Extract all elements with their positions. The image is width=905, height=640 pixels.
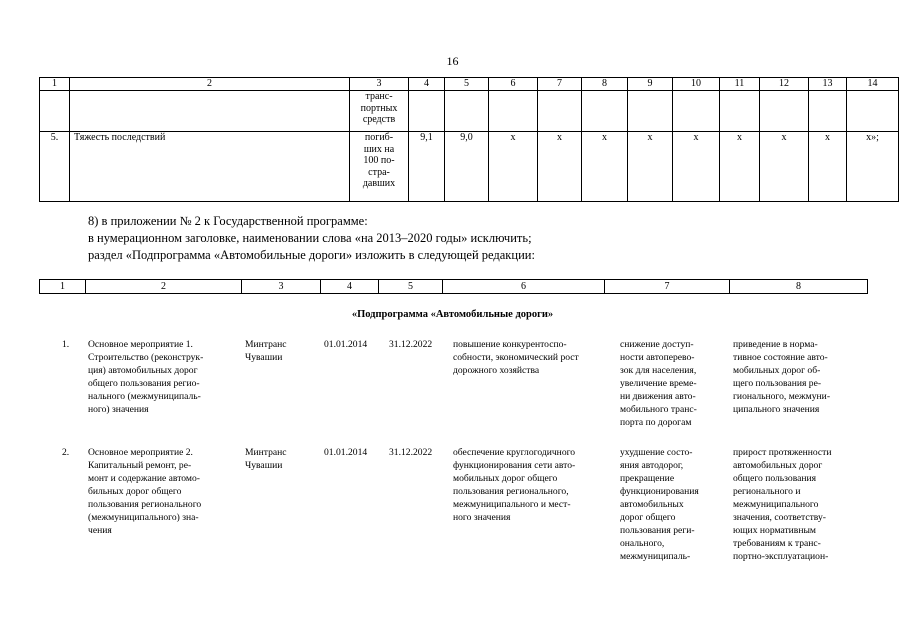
column-number: 5: [445, 78, 489, 91]
consequences: ухудшение состо- яния автодорог, прекращение функционирования автомобильных дорог общего пользования реги- онального, межмуниципаль-: [620, 447, 699, 562]
paragraph: раздел «Подпрограмма «Автомобильные дороги» изложить в следующей редакции:: [88, 248, 535, 262]
column-number: 12: [760, 78, 809, 91]
measure-name: Основное мероприятие 2. Капитальный ремонт, ре- монт и содержание автомо- бильных дорог общего пользования регионального (межмуниципального) зна- чения: [88, 447, 202, 536]
column-number: 4: [321, 280, 379, 294]
column-number: 1: [40, 78, 70, 91]
table-header-row: [40, 280, 868, 294]
start-date: 01.01.2014: [324, 339, 368, 350]
column-number: 6: [443, 280, 605, 294]
column-number: 5: [379, 280, 443, 294]
paragraph: 8) в приложении № 2 к Государственной программе:: [88, 214, 368, 228]
expected-result: обеспечение круглогодичного функционирования сети авто- мобильных дорог общего пользования регионального, межмуниципального и мест- ного значения: [453, 447, 576, 523]
table-row: [40, 132, 899, 202]
column-number: 3: [242, 280, 321, 294]
row-number: 2.: [62, 447, 70, 458]
page-number: 16: [446, 54, 459, 68]
value-cell: x: [489, 132, 538, 202]
column-number: 2: [86, 280, 242, 294]
expected-result: повышение конкурентоспо- собности, экономический рост дорожного хозяйства: [453, 339, 579, 376]
measure-row: [0, 338, 905, 438]
value-cell: x: [720, 132, 760, 202]
row-number: 5.: [40, 132, 70, 202]
unit-cell: погиб- ших на 100 по- стра- давших: [350, 132, 409, 202]
column-number: 8: [582, 78, 628, 91]
measure-row: [0, 446, 905, 571]
end-date: 31.12.2022: [389, 447, 433, 458]
column-number: 10: [673, 78, 720, 91]
column-number: 7: [605, 280, 730, 294]
value-cell: x»;: [847, 132, 899, 202]
end-date: 31.12.2022: [389, 339, 433, 350]
consequences: снижение доступ- ности автоперево- зок для населения, увеличение време- ни движения авто- мобильного транс- порта по дорогам: [620, 339, 697, 428]
row-number: 1.: [62, 339, 70, 350]
value-cell: 9,0: [445, 132, 489, 202]
unit-cell: транс- портных средств: [350, 91, 409, 132]
measures-table-header: [39, 279, 868, 294]
value-cell: x: [538, 132, 582, 202]
column-number: 14: [847, 78, 899, 91]
value-cell: 9,1: [409, 132, 445, 202]
column-number: 8: [730, 280, 868, 294]
measure-name: Основное мероприятие 1. Строительство (реконструк- ция) автомобильных дорог общего пользования регио- нального (межмуниципаль- ного) значения: [88, 339, 204, 415]
table-header-row: [40, 78, 899, 91]
subprogram-title: «Подпрограмма «Автомобильные дороги»: [351, 309, 554, 320]
column-number: 9: [628, 78, 673, 91]
column-number: 3: [350, 78, 409, 91]
column-number: 4: [409, 78, 445, 91]
value-cell: x: [582, 132, 628, 202]
target-indicator: приведение в норма- тивное состояние авто- мобильных дорог об- щего пользования ре- гионального, межмуни- ципального значения: [733, 339, 831, 415]
column-number: 11: [720, 78, 760, 91]
executor: Минтранс Чувашии: [245, 339, 287, 363]
column-number: 6: [489, 78, 538, 91]
value-cell: x: [809, 132, 847, 202]
paragraph: в нумерационном заголовке, наименовании слова «на 2013–2020 годы» исключить;: [88, 231, 532, 245]
value-cell: x: [673, 132, 720, 202]
indicators-table: [39, 77, 899, 202]
value-cell: x: [628, 132, 673, 202]
column-number: 13: [809, 78, 847, 91]
target-indicator: прирост протяженности автомобильных дорог общего пользования регионального и межмуниципального значения, соответству- ющих нормативным требованиям к транс- портно-эксплуатацион-: [733, 447, 832, 562]
column-number: 7: [538, 78, 582, 91]
column-number: 1: [40, 280, 86, 294]
column-number: 2: [70, 78, 350, 91]
executor: Минтранс Чувашии: [245, 447, 287, 471]
value-cell: x: [760, 132, 809, 202]
table-row: [40, 91, 899, 132]
indicator-name: Тяжесть последствий: [70, 132, 350, 202]
start-date: 01.01.2014: [324, 447, 368, 458]
